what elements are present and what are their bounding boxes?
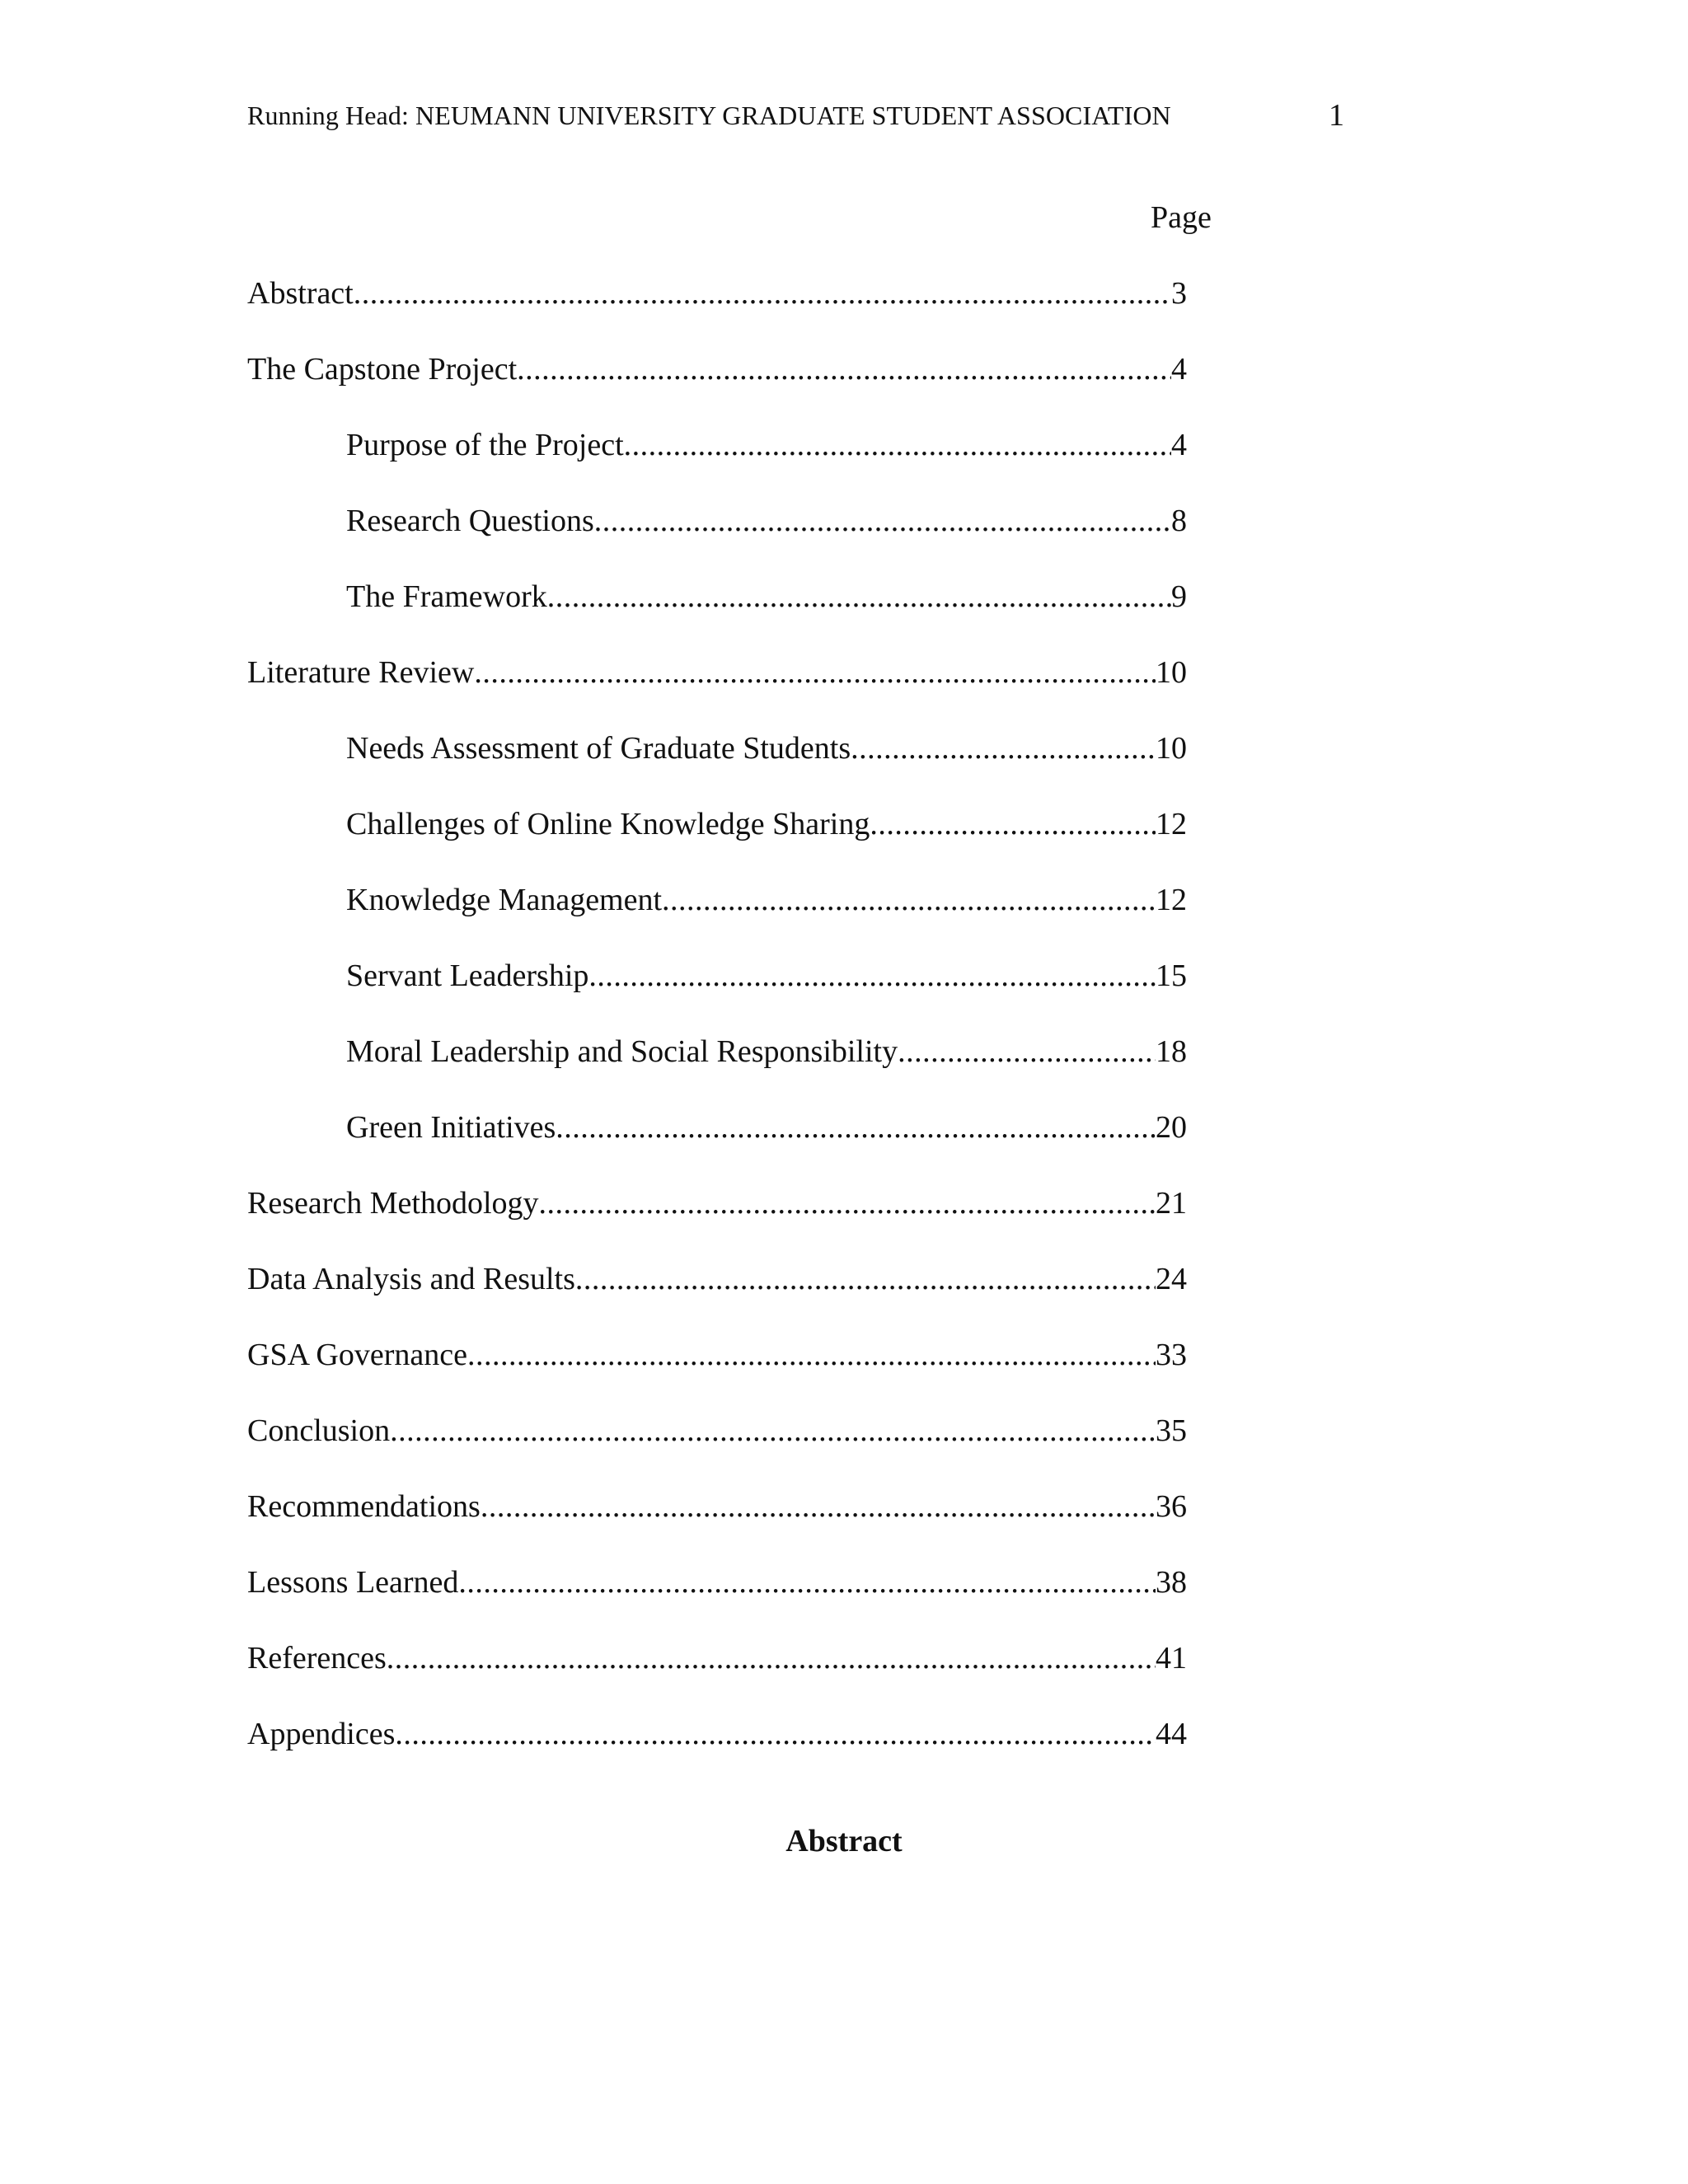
toc-entry-page: 21 [1156,1186,1187,1221]
toc-entry-title: Lessons Learned [247,1565,459,1600]
toc-dot-leader [851,727,1156,770]
toc-entry [247,954,1187,1030]
toc-entry-title: Servant Leadership [346,958,589,993]
toc-entry-title: Research Questions [346,504,594,538]
toc-dot-leader [458,1561,1156,1604]
toc-entry [247,1333,1187,1409]
toc-entry-page: 9 [1171,579,1187,614]
toc-entry [247,1637,1187,1713]
toc-dot-leader [556,1106,1156,1149]
toc-dot-leader [870,803,1156,846]
toc-dot-leader [517,348,1171,391]
toc-entry [247,1409,1187,1485]
toc-entry-title: Data Analysis and Results [247,1262,575,1296]
toc-entry-page: 10 [1156,731,1187,766]
toc-entry [247,1258,1187,1333]
toc-entry-page: 10 [1156,655,1187,690]
toc-entry [247,1485,1187,1561]
toc-entry-page: 44 [1156,1717,1187,1751]
toc-dot-leader [662,879,1156,921]
toc-entry-title: The Capstone Project [247,352,518,387]
toc-entry-page: 12 [1156,807,1187,841]
toc-entry-title: GSA Governance [247,1338,467,1372]
toc-entry [247,1106,1187,1182]
running-head: Running Head: NEUMANN UNIVERSITY GRADUATE STUDENT ASSOCIATION [247,101,1171,130]
toc-entry-title: Green Initiatives [346,1110,556,1145]
toc-entry-title: References [247,1641,387,1675]
toc-entry [247,499,1187,575]
toc-dot-leader [624,424,1171,466]
toc-entry-title: Purpose of the Project [346,428,624,462]
toc-entry-title: The Framework [346,579,547,614]
toc-dot-leader [354,272,1171,315]
toc-page-column-label: Page [1151,200,1212,235]
toc-entry-page: 18 [1156,1034,1187,1069]
toc-entry-page: 20 [1156,1110,1187,1145]
toc-entry-title: Appendices [247,1717,396,1751]
toc-entry-page: 4 [1171,428,1187,462]
toc-dot-leader [474,651,1156,694]
toc-entry-title: Knowledge Management [346,883,663,917]
toc-entry-page: 3 [1171,276,1187,311]
toc-entry [247,1561,1187,1637]
toc-dot-leader [575,1258,1156,1301]
toc-entry [247,1713,1187,1788]
toc-entry-page: 12 [1156,883,1187,917]
toc-entry [247,424,1187,499]
toc-entry-page: 41 [1156,1641,1187,1675]
toc-entry-title: Challenges of Online Knowledge Sharing [346,807,870,841]
toc-entry-title: Moral Leadership and Social Responsibility [346,1034,898,1069]
toc-entry-page: 38 [1156,1565,1187,1600]
toc-entry [247,651,1187,727]
toc-entry [247,575,1187,651]
toc-entry-page: 36 [1156,1489,1187,1524]
toc-entry [247,348,1187,424]
toc-entry-title: Research Methodology [247,1186,539,1221]
toc-entry [247,1182,1187,1258]
toc-entry [247,1030,1187,1106]
toc-entry-page: 4 [1171,352,1187,387]
toc-entry-title: Literature Review [247,655,475,690]
page-number: 1 [1329,98,1344,133]
toc-dot-leader [547,575,1171,618]
toc-dot-leader [387,1637,1156,1680]
toc-dot-leader [467,1333,1156,1376]
toc-entry [247,727,1187,803]
toc-entry-title: Abstract [247,276,354,311]
toc-entry-page: 24 [1156,1262,1187,1296]
toc-entry [247,879,1187,954]
toc-dot-leader [395,1713,1156,1755]
toc-entry-title: Conclusion [247,1413,391,1448]
toc-entry-title: Recommendations [247,1489,481,1524]
toc-dot-leader [588,954,1156,997]
toc-dot-leader [898,1030,1156,1073]
table-of-contents [247,272,1187,1788]
toc-entry-page: 35 [1156,1413,1187,1448]
toc-entry-title: Needs Assessment of Graduate Students [346,731,851,766]
abstract-heading: Abstract [785,1824,903,1858]
toc-dot-leader [481,1485,1156,1528]
toc-dot-leader [539,1182,1156,1225]
toc-entry-page: 33 [1156,1338,1187,1372]
toc-entry [247,803,1187,879]
toc-entry [247,272,1187,348]
toc-dot-leader [390,1409,1156,1452]
toc-entry-page: 8 [1171,504,1187,538]
toc-dot-leader [594,499,1171,542]
toc-entry-page: 15 [1156,958,1187,993]
